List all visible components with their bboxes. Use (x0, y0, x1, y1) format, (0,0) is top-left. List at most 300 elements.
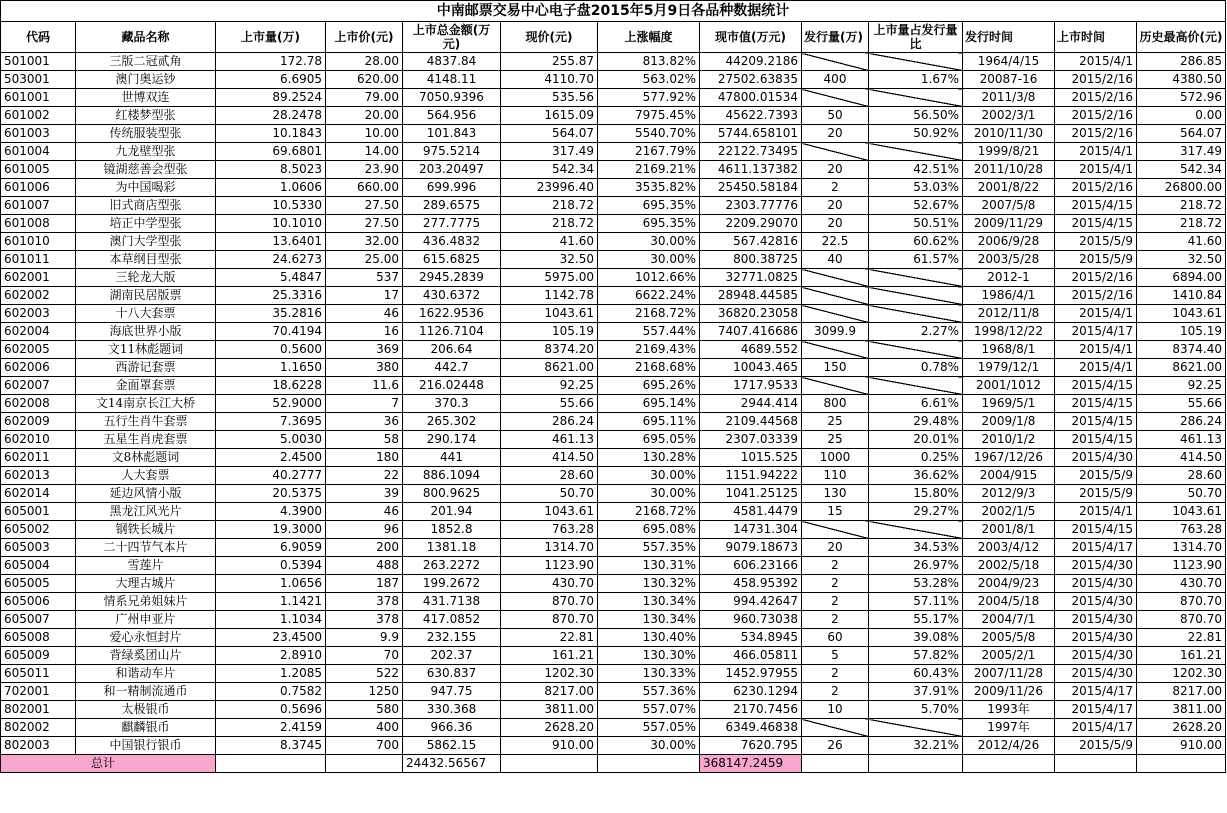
cell-issue-date: 2012/4/26 (963, 737, 1055, 755)
cell-issue-quantity: 150 (802, 359, 869, 377)
cell-current-price: 1123.90 (501, 557, 598, 575)
cell-current-price: 255.87 (501, 53, 598, 71)
table-row (1, 701, 1226, 719)
cell-listing-ratio (869, 377, 963, 395)
cell-listing-ratio: 42.51% (869, 161, 963, 179)
cell-listed-quantity: 5.4847 (216, 269, 326, 287)
cell-code: 602006 (1, 359, 76, 377)
cell-issue-date: 1967/12/26 (963, 449, 1055, 467)
cell-increase: 3535.82% (598, 179, 700, 197)
total-empty-cell (1055, 755, 1137, 773)
cell-issue-date: 2004/9/23 (963, 575, 1055, 593)
cell-increase: 1012.66% (598, 269, 700, 287)
cell-listing-ratio: 50.51% (869, 215, 963, 233)
cell-name: 培正中学型张 (76, 215, 216, 233)
cell-listing-price: 580 (326, 701, 403, 719)
cell-listing-total: 564.956 (403, 107, 501, 125)
cell-market-value: 2209.29070 (700, 215, 802, 233)
cell-listed-quantity: 2.4159 (216, 719, 326, 737)
cell-increase: 7975.45% (598, 107, 700, 125)
cell-listing-total: 199.2672 (403, 575, 501, 593)
cell-issue-date: 2010/1/2 (963, 431, 1055, 449)
total-empty-cell (501, 755, 598, 773)
cell-issue-quantity: 22.5 (802, 233, 869, 251)
cell-code: 602008 (1, 395, 76, 413)
cell-listing-price: 70 (326, 647, 403, 665)
cell-issue-date: 2002/3/1 (963, 107, 1055, 125)
cell-issue-date: 2010/11/30 (963, 125, 1055, 143)
cell-listing-price: 187 (326, 575, 403, 593)
cell-current-price: 50.70 (501, 485, 598, 503)
cell-increase: 695.08% (598, 521, 700, 539)
cell-issue-quantity: 10 (802, 701, 869, 719)
cell-listing-price: 27.50 (326, 197, 403, 215)
cell-name: 背绿奚团山片 (76, 647, 216, 665)
cell-market-value: 466.05811 (700, 647, 802, 665)
cell-listing-ratio: 60.43% (869, 665, 963, 683)
cell-listing-ratio: 20.01% (869, 431, 963, 449)
cell-name: 文8林彪题词 (76, 449, 216, 467)
cell-issue-date: 2012/9/3 (963, 485, 1055, 503)
cell-increase: 30.00% (598, 251, 700, 269)
cell-listing-price: 200 (326, 539, 403, 557)
cell-market-value: 1717.9533 (700, 377, 802, 395)
cell-listing-total: 1381.18 (403, 539, 501, 557)
cell-listed-quantity: 28.2478 (216, 107, 326, 125)
cell-listing-ratio: 29.27% (869, 503, 963, 521)
cell-issue-quantity: 20 (802, 161, 869, 179)
cell-listing-date: 2015/4/17 (1055, 701, 1137, 719)
cell-market-value: 4611.137382 (700, 161, 802, 179)
cell-listing-ratio: 2.27% (869, 323, 963, 341)
cell-listing-price: 1250 (326, 683, 403, 701)
cell-market-value: 44209.2186 (700, 53, 802, 71)
cell-listing-date: 2015/4/30 (1055, 557, 1137, 575)
cell-current-price: 55.66 (501, 395, 598, 413)
cell-name: 镜湖慈善会型张 (76, 161, 216, 179)
table-row (1, 269, 1226, 287)
cell-current-price: 8621.00 (501, 359, 598, 377)
table-row (1, 719, 1226, 737)
cell-listing-date: 2015/4/30 (1055, 629, 1137, 647)
cell-listing-date: 2015/4/1 (1055, 359, 1137, 377)
header-market-value: 现市值(万元) (700, 22, 802, 53)
cell-historic-high: 1202.30 (1137, 665, 1226, 683)
cell-historic-high: 564.07 (1137, 125, 1226, 143)
cell-code: 601004 (1, 143, 76, 161)
cell-current-price: 1142.78 (501, 287, 598, 305)
cell-issue-quantity: 2 (802, 683, 869, 701)
cell-listing-date: 2015/4/15 (1055, 197, 1137, 215)
cell-historic-high: 50.70 (1137, 485, 1226, 503)
cell-current-price: 28.60 (501, 467, 598, 485)
cell-listing-price: 537 (326, 269, 403, 287)
cell-issue-date: 2004/7/1 (963, 611, 1055, 629)
cell-current-price: 414.50 (501, 449, 598, 467)
cell-issue-date: 2003/5/28 (963, 251, 1055, 269)
cell-code: 601010 (1, 233, 76, 251)
cell-listing-ratio: 0.25% (869, 449, 963, 467)
cell-name: 爱心永恒封片 (76, 629, 216, 647)
cell-historic-high: 26800.00 (1137, 179, 1226, 197)
cell-market-value: 2307.03339 (700, 431, 802, 449)
table-row (1, 323, 1226, 341)
header-listed-quantity: 上市量(万) (216, 22, 326, 53)
cell-listing-ratio: 52.67% (869, 197, 963, 215)
cell-market-value: 2303.77776 (700, 197, 802, 215)
cell-listing-date: 2015/4/15 (1055, 413, 1137, 431)
cell-issue-quantity: 20 (802, 215, 869, 233)
cell-current-price: 4110.70 (501, 71, 598, 89)
total-label: 总计 (1, 755, 216, 773)
cell-name: 世博双连 (76, 89, 216, 107)
cell-issue-date: 2006/9/28 (963, 233, 1055, 251)
table-row (1, 539, 1226, 557)
cell-market-value: 5744.658101 (700, 125, 802, 143)
cell-name: 西游记套票 (76, 359, 216, 377)
cell-current-price: 5975.00 (501, 269, 598, 287)
cell-code: 605005 (1, 575, 76, 593)
cell-issue-date: 2001/8/22 (963, 179, 1055, 197)
cell-issue-date: 1968/8/1 (963, 341, 1055, 359)
cell-listed-quantity: 6.6905 (216, 71, 326, 89)
table-row (1, 341, 1226, 359)
cell-listing-ratio (869, 143, 963, 161)
cell-historic-high: 3811.00 (1137, 701, 1226, 719)
cell-code: 601007 (1, 197, 76, 215)
cell-market-value: 45622.7393 (700, 107, 802, 125)
cell-code: 602005 (1, 341, 76, 359)
cell-market-value: 2109.44568 (700, 413, 802, 431)
total-market-value: 368147.2459 (700, 755, 802, 773)
cell-issue-date: 2007/11/28 (963, 665, 1055, 683)
cell-listing-ratio: 6.61% (869, 395, 963, 413)
cell-current-price: 92.25 (501, 377, 598, 395)
cell-historic-high: 218.72 (1137, 197, 1226, 215)
cell-issue-quantity: 26 (802, 737, 869, 755)
cell-issue-date: 2009/11/29 (963, 215, 1055, 233)
cell-listing-total: 290.174 (403, 431, 501, 449)
cell-name: 文11林彪题词 (76, 341, 216, 359)
cell-listing-total: 4837.84 (403, 53, 501, 71)
cell-issue-date: 1986/4/1 (963, 287, 1055, 305)
cell-historic-high: 1043.61 (1137, 305, 1226, 323)
cell-listing-total: 202.37 (403, 647, 501, 665)
total-empty-cell (802, 755, 869, 773)
cell-increase: 695.05% (598, 431, 700, 449)
table-row (1, 359, 1226, 377)
cell-code: 501001 (1, 53, 76, 71)
cell-historic-high: 1314.70 (1137, 539, 1226, 557)
cell-listed-quantity: 19.3000 (216, 521, 326, 539)
cell-issue-quantity (802, 305, 869, 323)
table-row (1, 53, 1226, 71)
cell-current-price: 1202.30 (501, 665, 598, 683)
cell-current-price: 32.50 (501, 251, 598, 269)
cell-current-price: 218.72 (501, 215, 598, 233)
cell-current-price: 8217.00 (501, 683, 598, 701)
cell-listing-price: 20.00 (326, 107, 403, 125)
cell-listing-price: 28.00 (326, 53, 403, 71)
cell-market-value: 14731.304 (700, 521, 802, 539)
cell-increase: 813.82% (598, 53, 700, 71)
cell-increase: 557.44% (598, 323, 700, 341)
cell-listing-total: 201.94 (403, 503, 501, 521)
cell-historic-high: 763.28 (1137, 521, 1226, 539)
cell-current-price: 1043.61 (501, 305, 598, 323)
cell-listing-date: 2015/4/15 (1055, 215, 1137, 233)
table-row (1, 413, 1226, 431)
cell-current-price: 105.19 (501, 323, 598, 341)
cell-issue-quantity (802, 719, 869, 737)
cell-listing-ratio: 53.03% (869, 179, 963, 197)
cell-name: 金面罩套票 (76, 377, 216, 395)
cell-listing-ratio: 60.62% (869, 233, 963, 251)
table-row (1, 737, 1226, 755)
cell-market-value: 47800.01534 (700, 89, 802, 107)
cell-market-value: 27502.63835 (700, 71, 802, 89)
cell-listing-date: 2015/4/17 (1055, 683, 1137, 701)
total-listing-amount: 24432.56567 (403, 755, 501, 773)
cell-issue-quantity: 5 (802, 647, 869, 665)
cell-historic-high: 1410.84 (1137, 287, 1226, 305)
cell-current-price: 461.13 (501, 431, 598, 449)
header-row (1, 22, 1226, 53)
table-row (1, 557, 1226, 575)
cell-listing-ratio: 29.48% (869, 413, 963, 431)
cell-listing-total: 101.843 (403, 125, 501, 143)
cell-increase: 5540.70% (598, 125, 700, 143)
total-row (1, 755, 1226, 773)
cell-listing-total: 216.02448 (403, 377, 501, 395)
cell-market-value: 36820.23058 (700, 305, 802, 323)
cell-listing-price: 522 (326, 665, 403, 683)
cell-code: 702001 (1, 683, 76, 701)
cell-historic-high: 161.21 (1137, 647, 1226, 665)
cell-increase: 557.05% (598, 719, 700, 737)
cell-market-value: 800.38725 (700, 251, 802, 269)
cell-issue-quantity: 130 (802, 485, 869, 503)
table-row (1, 521, 1226, 539)
cell-listed-quantity: 69.6801 (216, 143, 326, 161)
table-row (1, 71, 1226, 89)
cell-current-price: 317.49 (501, 143, 598, 161)
cell-issue-date: 1993年 (963, 701, 1055, 719)
cell-issue-quantity: 2 (802, 593, 869, 611)
cell-listing-price: 39 (326, 485, 403, 503)
cell-increase: 130.31% (598, 557, 700, 575)
cell-market-value: 1151.94222 (700, 467, 802, 485)
cell-issue-quantity: 20 (802, 125, 869, 143)
cell-increase: 2169.21% (598, 161, 700, 179)
cell-issue-date: 2004/5/18 (963, 593, 1055, 611)
cell-name: 情系兄弟姐妹片 (76, 593, 216, 611)
cell-listing-ratio: 55.17% (869, 611, 963, 629)
cell-code: 605006 (1, 593, 76, 611)
cell-historic-high: 28.60 (1137, 467, 1226, 485)
cell-issue-date: 2011/3/8 (963, 89, 1055, 107)
cell-issue-date: 2009/11/26 (963, 683, 1055, 701)
cell-code: 605011 (1, 665, 76, 683)
cell-listed-quantity: 8.3745 (216, 737, 326, 755)
cell-listing-date: 2015/4/1 (1055, 161, 1137, 179)
cell-historic-high: 22.81 (1137, 629, 1226, 647)
cell-increase: 130.32% (598, 575, 700, 593)
cell-increase: 130.40% (598, 629, 700, 647)
header-increase: 上涨幅度 (598, 22, 700, 53)
cell-increase: 577.92% (598, 89, 700, 107)
total-empty-cell (216, 755, 326, 773)
table-body (1, 53, 1226, 755)
header-issue-quantity: 发行量(万) (802, 22, 869, 53)
cell-listed-quantity: 6.9059 (216, 539, 326, 557)
cell-historic-high: 1123.90 (1137, 557, 1226, 575)
cell-market-value: 960.73038 (700, 611, 802, 629)
cell-listing-price: 22 (326, 467, 403, 485)
cell-current-price: 161.21 (501, 647, 598, 665)
cell-listing-price: 378 (326, 611, 403, 629)
cell-listing-price: 14.00 (326, 143, 403, 161)
cell-historic-high: 461.13 (1137, 431, 1226, 449)
cell-issue-quantity: 3099.9 (802, 323, 869, 341)
cell-listing-date: 2015/5/9 (1055, 737, 1137, 755)
cell-market-value: 9079.18673 (700, 539, 802, 557)
cell-listed-quantity: 10.5330 (216, 197, 326, 215)
cell-issue-date: 2012-1 (963, 269, 1055, 287)
cell-listing-date: 2015/4/1 (1055, 143, 1137, 161)
cell-historic-high: 1043.61 (1137, 503, 1226, 521)
cell-listing-date: 2015/4/15 (1055, 521, 1137, 539)
cell-increase: 695.14% (598, 395, 700, 413)
cell-issue-quantity (802, 269, 869, 287)
header-listing-price: 上市价(元) (326, 22, 403, 53)
cell-increase: 557.36% (598, 683, 700, 701)
cell-issue-date: 2012/11/8 (963, 305, 1055, 323)
cell-listed-quantity: 1.2085 (216, 665, 326, 683)
cell-listed-quantity: 70.4194 (216, 323, 326, 341)
cell-issue-quantity: 110 (802, 467, 869, 485)
cell-listing-ratio: 53.28% (869, 575, 963, 593)
cell-increase: 130.30% (598, 647, 700, 665)
cell-historic-high: 4380.50 (1137, 71, 1226, 89)
cell-market-value: 10043.465 (700, 359, 802, 377)
cell-current-price: 2628.20 (501, 719, 598, 737)
cell-historic-high: 572.96 (1137, 89, 1226, 107)
table-row (1, 107, 1226, 125)
cell-listing-ratio: 32.21% (869, 737, 963, 755)
cell-name: 海底世界小版 (76, 323, 216, 341)
cell-listing-ratio: 5.70% (869, 701, 963, 719)
cell-listing-ratio: 50.92% (869, 125, 963, 143)
cell-name: 传统服装型张 (76, 125, 216, 143)
cell-listing-date: 2015/4/17 (1055, 539, 1137, 557)
cell-name: 二十四节气本片 (76, 539, 216, 557)
cell-listing-total: 966.36 (403, 719, 501, 737)
cell-listed-quantity: 1.1421 (216, 593, 326, 611)
cell-listing-ratio: 56.50% (869, 107, 963, 125)
cell-code: 601005 (1, 161, 76, 179)
cell-listing-date: 2015/4/30 (1055, 611, 1137, 629)
table-row (1, 575, 1226, 593)
cell-listed-quantity: 8.5023 (216, 161, 326, 179)
cell-code: 601006 (1, 179, 76, 197)
cell-listing-price: 58 (326, 431, 403, 449)
cell-listed-quantity: 1.1650 (216, 359, 326, 377)
cell-name: 黑龙江风光片 (76, 503, 216, 521)
cell-issue-date: 2009/1/8 (963, 413, 1055, 431)
cell-listing-date: 2015/4/15 (1055, 431, 1137, 449)
cell-listing-price: 620.00 (326, 71, 403, 89)
cell-historic-high: 870.70 (1137, 593, 1226, 611)
cell-listing-ratio (869, 89, 963, 107)
table-row (1, 431, 1226, 449)
cell-increase: 2168.68% (598, 359, 700, 377)
cell-listing-ratio (869, 287, 963, 305)
cell-listing-date: 2015/4/30 (1055, 665, 1137, 683)
header-historic-high: 历史最高价(元) (1137, 22, 1226, 53)
cell-name: 延边风情小版 (76, 485, 216, 503)
header-listing-date: 上市时间 (1055, 22, 1137, 53)
cell-listed-quantity: 13.6401 (216, 233, 326, 251)
cell-increase: 30.00% (598, 467, 700, 485)
cell-code: 602013 (1, 467, 76, 485)
cell-listed-quantity: 40.2777 (216, 467, 326, 485)
cell-historic-high: 41.60 (1137, 233, 1226, 251)
cell-listing-price: 46 (326, 503, 403, 521)
cell-market-value: 2944.414 (700, 395, 802, 413)
cell-current-price: 8374.20 (501, 341, 598, 359)
cell-listing-price: 7 (326, 395, 403, 413)
table-row (1, 89, 1226, 107)
cell-historic-high: 55.66 (1137, 395, 1226, 413)
cell-current-price: 870.70 (501, 611, 598, 629)
cell-listed-quantity: 89.2524 (216, 89, 326, 107)
cell-code: 605001 (1, 503, 76, 521)
cell-listing-date: 2015/4/17 (1055, 719, 1137, 737)
cell-market-value: 2170.7456 (700, 701, 802, 719)
total-empty-cell (1137, 755, 1226, 773)
cell-listing-ratio (869, 269, 963, 287)
cell-code: 602011 (1, 449, 76, 467)
table-row (1, 503, 1226, 521)
cell-current-price: 41.60 (501, 233, 598, 251)
cell-listing-ratio: 36.62% (869, 467, 963, 485)
cell-listing-ratio: 61.57% (869, 251, 963, 269)
cell-code: 802001 (1, 701, 76, 719)
cell-issue-quantity: 1000 (802, 449, 869, 467)
cell-listed-quantity: 24.6273 (216, 251, 326, 269)
cell-listing-total: 431.7138 (403, 593, 501, 611)
cell-listed-quantity: 25.3316 (216, 287, 326, 305)
cell-listing-ratio (869, 341, 963, 359)
cell-listing-total: 430.6372 (403, 287, 501, 305)
cell-historic-high: 286.24 (1137, 413, 1226, 431)
cell-issue-quantity (802, 341, 869, 359)
cell-listing-ratio: 15.80% (869, 485, 963, 503)
header-listing-ratio: 上市量占发行量比 (869, 22, 963, 53)
cell-market-value: 22122.73495 (700, 143, 802, 161)
cell-listing-total: 1126.7104 (403, 323, 501, 341)
cell-listing-ratio: 26.97% (869, 557, 963, 575)
cell-listing-price: 96 (326, 521, 403, 539)
table-row (1, 647, 1226, 665)
cell-issue-date: 2002/1/5 (963, 503, 1055, 521)
table-row (1, 683, 1226, 701)
cell-issue-quantity: 20 (802, 539, 869, 557)
cell-listing-price: 488 (326, 557, 403, 575)
cell-increase: 2167.79% (598, 143, 700, 161)
table-row (1, 611, 1226, 629)
